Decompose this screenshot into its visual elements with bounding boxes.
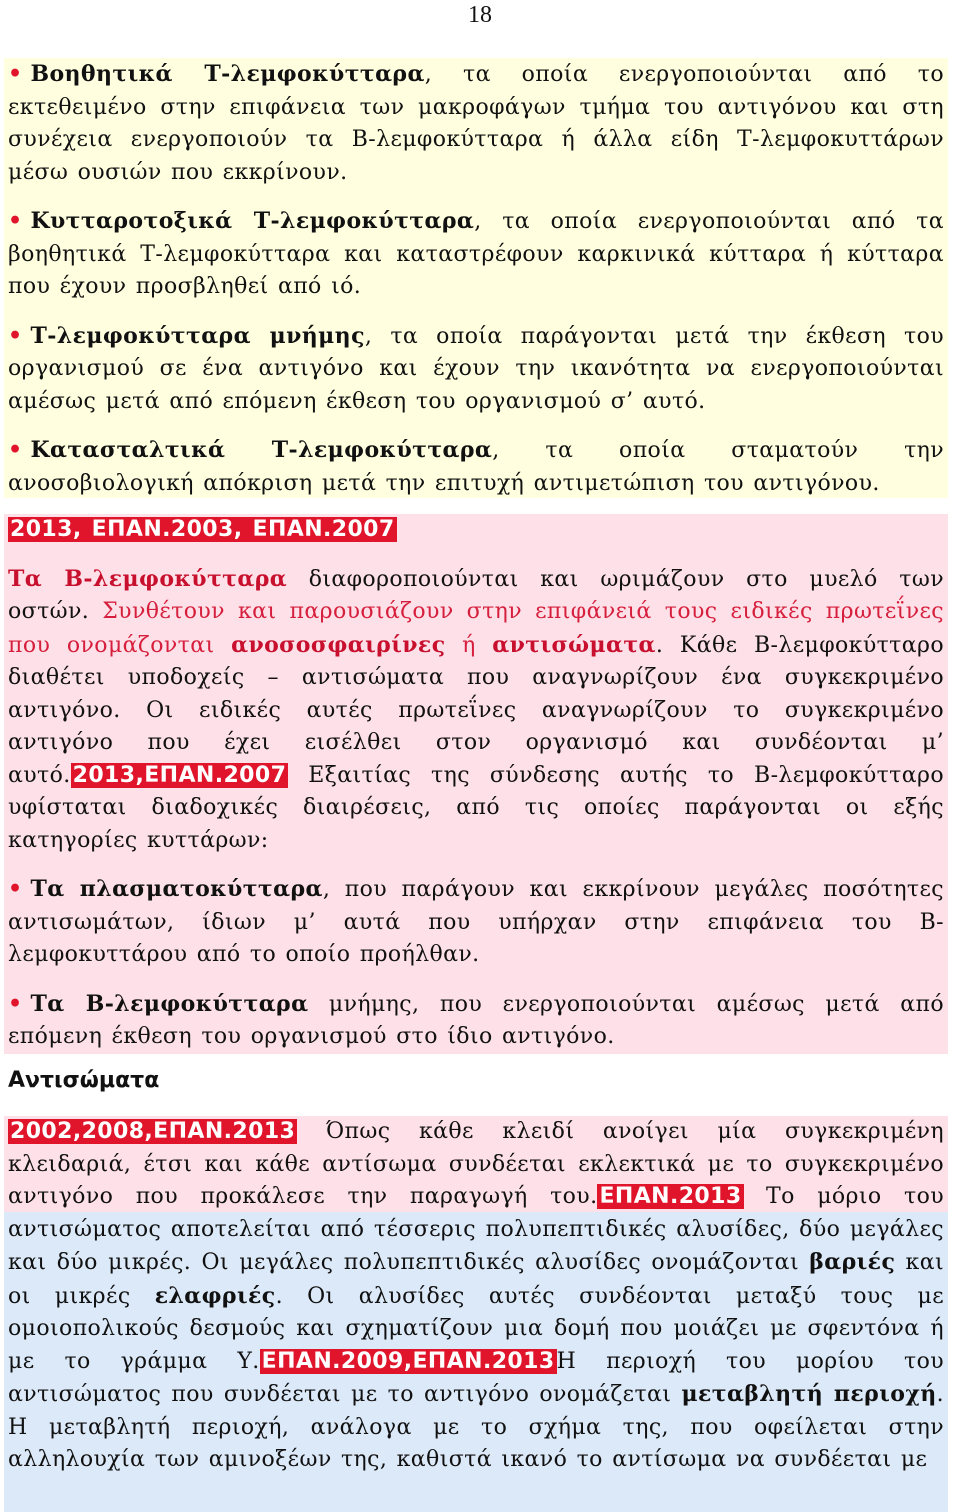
exam-tag: ΕΠΑΝ.2009,ΕΠΑΝ.2013 [261, 1348, 555, 1374]
exam-tag: ΕΠΑΝ.2013 [599, 1184, 742, 1209]
bullet-text: , τα οποία παράγονται μετά την έκθεση του οργανισμού σε ένα αντιγόνο και έχουν την ικανότητα να ενεργοποιούνται αμέσως μετά από επόμενη έκθεση του οργανισμού σ’ αυτό. [8, 323, 944, 414]
bullet-text: , τα οποία ενεργοποιούνται από τα βοηθητικά Τ-λεμφοκύτταρα και καταστρέφουν καρκινικά κύτταρα ή κύτταρα που έχουν προσβληθεί από ιό. [8, 209, 944, 299]
term-memory-b-cells: Τα Β-λεμφοκύτταρα [30, 990, 309, 1017]
paragraph-text: Το μόριο του αντισώματος αποτελείται από τέσσερις πολυπεπτιδικές αλυσίδες, δύο μεγάλες και δύο μικρές. Οι μεγάλες πολυπεπτιδικές αλυσίδες ονομάζονται [8, 1184, 944, 1275]
highlight-text: ή [445, 632, 493, 658]
highlight-text: Συνθέτουν και παρουσιάζουν στην επιφάνειά τους ειδικές πρωτεΐνες που ονομάζονται [8, 599, 944, 658]
bullet-memory-b-cells [8, 988, 944, 1054]
exam-tag-line [8, 514, 944, 547]
bullet-cytotoxic-t-cells [8, 205, 944, 304]
paragraph-text: . Οι αλυσίδες αυτές συνδέονται μεταξύ τους με ομοιοπολικούς δεσμούς και σχηματίζουν μια δομή που μοιάζει με σφεντόνα ή με το γράμμα Υ. [8, 1283, 945, 1374]
bullet-icon: • [8, 208, 23, 234]
bullet-plasma-cells [8, 873, 944, 972]
paragraph-text: . Η μεταβλητή περιοχή, ανάλογα με το σχήμα της, που οφείλεται στην αλληλουχία των αμινοξέων της, καθιστά ικανό το αντίσωμα να συνδέεται με [8, 1382, 944, 1472]
term-heavy-chains: βαριές [809, 1249, 896, 1275]
term-helper-t-cells: Βοηθητικά Τ-λεμφοκύτταρα [30, 61, 425, 87]
tcell-types-section [4, 58, 948, 498]
bullet-icon: • [8, 437, 23, 463]
paragraph-text: . Κάθε Β-λεμφοκύτταρο διαθέτει υποδοχείς – αντισώματα που αναγνωρίζουν ένα συγκεκριμένο αντιγόνο. Οι ειδικές αυτές πρωτεΐνες αναγνωρίζουν το συγκεκριμένο αντιγόνο που έχει εισέλθει στον οργανισμό και συνδέονται μ’ αυτό. [8, 632, 944, 788]
paragraph-text: Η περιοχή του μορίου του αντισώματος που συνδέεται με το αντιγόνο ονομάζεται [8, 1348, 945, 1407]
term-variable-region: μεταβλητή περιοχή [681, 1381, 937, 1407]
bullet-suppressor-t-cells [8, 434, 944, 500]
paragraph-text: Όπως κάθε κλειδί ανοίγει μία συγκεκριμένη κλειδαριά, έτσι και κάθε αντίσωμα συνδέεται εκλεκτικά με το συγκεκριμένο αντιγόνο που προκάλεσε την παραγωγή του. [8, 1119, 944, 1209]
bullet-icon: • [8, 876, 23, 902]
paragraph-text: Εξαιτίας της σύνδεσης αυτής το Β-λεμφοκύτταρο υφίσταται διαδοχικές διαιρέσεις, από τις οποίες παράγονται οι εξής κατηγορίες κυττάρων: [8, 762, 944, 853]
bullet-icon: • [8, 61, 23, 87]
bullet-text: , τα οποία σταματούν την ανοσοβιολογική απόκριση μετά την επιτυχή αντιμετώπιση του αντιγόνου. [8, 438, 944, 496]
term-b-cells: Τα Β-λεμφοκύτταρα [8, 565, 288, 592]
bullet-text: , τα οποία ενεργοποιούνται από το εκτεθειμένο στην επιφάνεια των μακροφάγων τμήμα του αντιγόνου και στη συνέχεια ενεργοποιούν τα Β-λεμφοκύτταρα ή άλλα είδη Τ-λεμφοκυττάρων μέσω ουσιών που εκκρίνουν. [8, 62, 944, 185]
bcell-section [4, 514, 948, 1054]
bullet-text: , που παράγουν και εκκρίνουν μεγάλες ποσότητες αντισωμάτων, ίδιων μ’ αυτά που υπήρχαν στην επιφάνεια του Β-λεμφοκυττάρου από το οποίο προήλθαν. [8, 877, 944, 967]
bullet-text: μνήμης, που ενεργοποιούνται αμέσως μετά από επόμενη έκθεση του οργανισμού στο ίδιο αντιγόνο. [8, 991, 944, 1049]
term-antibodies: αντισώματα [492, 631, 656, 658]
bullet-icon: • [8, 990, 23, 1017]
term-immunoglobulins: ανοσοσφαιρίνες [231, 631, 446, 658]
exam-tag: 2013, ΕΠΑΝ.2003, ΕΠΑΝ.2007 [10, 517, 395, 542]
term-light-chains: ελαφριές [154, 1282, 276, 1309]
paragraph-text: και οι μικρές [8, 1250, 944, 1309]
antibodies-heading: Αντισώματα [8, 1068, 160, 1093]
term-plasma-cells: Τα πλασματοκύτταρα [30, 876, 323, 902]
term-suppressor-t-cells: Κατασταλτικά Τ-λεμφοκύτταρα [30, 437, 493, 463]
antibodies-paragraph [8, 1116, 944, 1477]
exam-tag: 2013,ΕΠΑΝ.2007 [72, 762, 287, 788]
page-number: 18 [468, 2, 492, 28]
exam-tag: 2002,2008,ΕΠΑΝ.2013 [10, 1119, 296, 1144]
bcell-paragraph [8, 563, 944, 858]
bullet-helper-t-cells [8, 58, 944, 189]
term-cytotoxic-t-cells: Κυτταροτοξικά Τ-λεμφοκύτταρα [30, 208, 475, 234]
antibodies-section [4, 1116, 948, 1512]
term-memory-t-cells: Τ-λεμφοκύτταρα μνήμης [30, 322, 365, 349]
bullet-icon: • [8, 322, 23, 349]
paragraph-text: διαφοροποιούνται και ωριμάζουν στο μυελό των οστών. [8, 566, 944, 624]
bullet-memory-t-cells [8, 320, 944, 419]
